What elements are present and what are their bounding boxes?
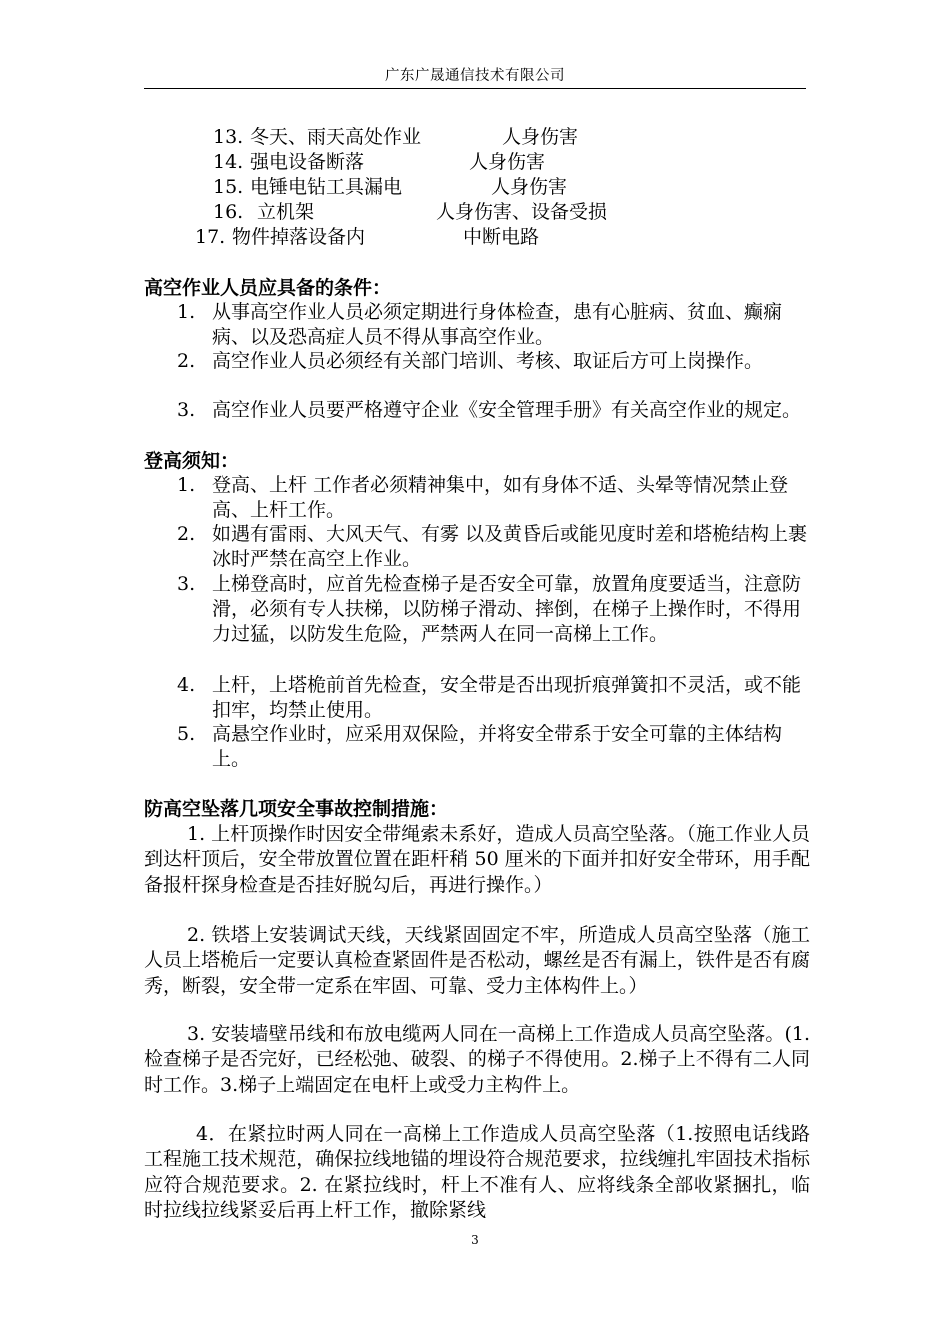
list-item-number: 1. — [177, 474, 196, 496]
list-item-text: 从事高空作业人员必须定期进行身体检查，患有心脏病、贫血、癫痫病、以及恐高症人员不得从事高空作业。 — [212, 301, 783, 349]
risk-number: 15. — [213, 176, 244, 198]
list-item-number: 4. — [177, 674, 196, 696]
risk-task: 物件掉落设备内 — [232, 226, 366, 248]
risk-result: 人身伤害 — [469, 151, 546, 173]
paragraph: 2. 铁塔上安装调试天线，天线紧固固定不牢，所造成人员高空坠落（施工人员上塔桅后一定要认真检查紧固件是否松动，螺丝是否有漏上，铁件是否有腐秀，断裂，安全带一定系在牢固、可靠、受力主体构件上。） — [144, 924, 810, 997]
list-item-number: 2. — [177, 523, 196, 545]
list-item-number: 5. — [177, 723, 196, 745]
paragraph: 1. 上杆顶操作时因安全带绳索未系好，造成人员高空坠落。（施工作业人员到达杆顶后，安全带放置位置在距杆稍 50 厘米的下面并扣好安全带环，用手配备报杆探身检查是否挂好脱勾后，再进行操作。） — [144, 823, 810, 896]
risk-number: 16. — [213, 201, 244, 223]
risk-task: 冬天、雨天高处作业 — [250, 126, 422, 148]
section-heading: 高空作业人员应具备的条件： — [144, 277, 392, 299]
section-heading: 登高须知： — [144, 450, 240, 472]
list-item-text: 登高、上杆 工作者必须精神集中，如有身体不适、头晕等情况禁止登高、上杆工作。 — [212, 474, 789, 522]
risk-task: 强电设备断落 — [250, 151, 365, 173]
risk-result: 人身伤害 — [491, 176, 568, 198]
risk-result: 人身伤害、设备受损 — [436, 201, 608, 223]
risk-result: 人身伤害 — [502, 126, 579, 148]
list-item-text: 高空作业人员必须经有关部门培训、考核、取证后方可上岗操作。 — [212, 350, 764, 372]
list-item-number: 3. — [177, 399, 196, 421]
list-item-text: 如遇有雷雨、大风天气、有雾 以及黄昏后或能见度时差和塔桅结构上裹冰时严禁在高空上作业。 — [212, 523, 808, 571]
section-heading: 防高空坠落几项安全事故控制措施： — [144, 798, 449, 820]
risk-number: 17. — [195, 226, 226, 248]
list-item-text: 高悬空作业时，应采用双保险，并将安全带系于安全可靠的主体结构上。 — [212, 723, 783, 771]
paragraph: 3. 安装墙壁吊线和布放电缆两人同在一高梯上工作造成人员高空坠落。(1.检查梯子是否完好，已经松弛、破裂、的梯子不得使用。2.梯子上不得有二人同时工作。3.梯子上端固定在电杆上或受力主构件上。 — [144, 1023, 810, 1096]
list-item-number: 3. — [177, 573, 196, 595]
list-item-number: 1. — [177, 301, 196, 323]
list-item-text: 高空作业人员要严格遵守企业《安全管理手册》有关高空作业的规定。 — [212, 399, 802, 421]
list-item-number: 2. — [177, 350, 196, 372]
list-item-text: 上杆，上塔桅前首先检查，安全带是否出现折痕弹簧扣不灵活，或不能扣牢，均禁止使用。 — [212, 674, 802, 722]
risk-result: 中断电路 — [463, 226, 540, 248]
risk-number: 13. — [213, 126, 244, 148]
list-item-text: 上梯登高时，应首先检查梯子是否安全可靠，放置角度要适当，注意防滑，必须有专人扶梯，以防梯子滑动、摔倒，在梯子上操作时，不得用力过猛，以防发生危险，严禁两人在同一高梯上工作。 — [212, 573, 802, 646]
risk-task: 电锤电钻工具漏电 — [250, 176, 403, 198]
risk-number: 14. — [213, 151, 244, 173]
paragraph: 4．在紧拉时两人同在一高梯上工作造成人员高空坠落（1.按照电话线路工程施工技术规范，确保拉线地锚的埋设符合规范要求，拉线缠扎牢固技术指标应符合规范要求。2. 在紧拉线时，杆上不准有人、应将线条全部收紧捆扎，临时拉线拉线紧妥后再上杆工作，撤除紧线 — [144, 1123, 810, 1221]
page-number: 3 — [471, 1233, 479, 1247]
page-header: 广东广晟通信技术有限公司 — [144, 64, 806, 89]
risk-task: 立机架 — [257, 201, 315, 223]
